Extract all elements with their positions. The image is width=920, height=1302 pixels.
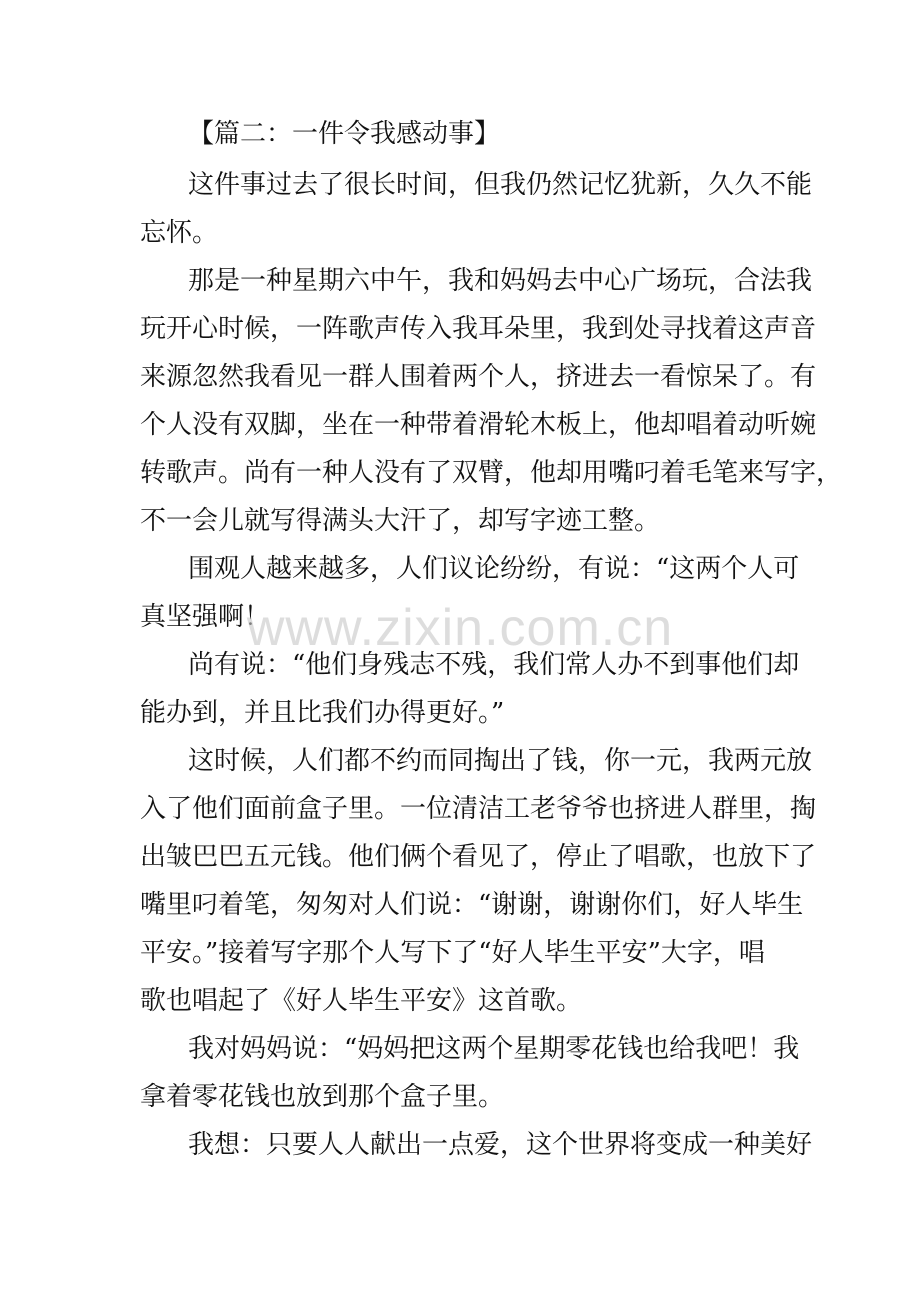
paragraph-line: 出皱巴巴五元钱。他们俩个看见了，停止了唱歌，也放下了 <box>140 842 817 872</box>
paragraph-line: 围观人越来越多，人们议论纷纷，有说：“这两个人可 <box>188 554 800 584</box>
paragraph-line: 平安。”接着写字那个人写下了“好人毕生平安”大字，唱 <box>140 938 765 968</box>
paragraph-line: 这时候，人们都不约而同掏出了钱，你一元，我两元放 <box>188 746 813 776</box>
paragraph-line: 那是一种星期六中午，我和妈妈去中心广场玩，合法我 <box>188 266 813 296</box>
paragraph-line: 我想：只要人人献出一点爱，这个世界将变成一种美好 <box>188 1130 813 1160</box>
paragraph-line: 拿着零花钱也放到那个盒子里。 <box>140 1082 505 1112</box>
paragraph-line: 尚有说：“他们身残志不残，我们常人办不到事他们却 <box>188 650 800 680</box>
paragraph-line: 真坚强啊！ <box>140 602 271 632</box>
paragraph-line: 我对妈妈说：“妈妈把这两个星期零花钱也给我吧！我 <box>188 1034 800 1064</box>
paragraph-line: 歌也唱起了《好人毕生平安》这首歌。 <box>140 986 583 1016</box>
paragraph-line: 玩开心时候，一阵歌声传入我耳朵里，我到处寻找着这声音 <box>140 314 817 344</box>
paragraph-line: 来源忽然我看见一群人围着两个人，挤进去一看惊呆了。有 <box>140 362 817 392</box>
paragraph-line: 嘴里叼着笔，匆匆对人们说：“谢谢，谢谢你们，好人毕生 <box>140 890 804 920</box>
paragraph-line: 这件事过去了很长时间，但我仍然记忆犹新，久久不能 <box>188 170 813 200</box>
paragraph-line: 入了他们面前盒子里。一位清洁工老爷爷也挤进人群里，掏 <box>140 794 817 824</box>
paragraph-line: 忘怀。 <box>140 218 219 248</box>
paragraph-line: 不一会儿就写得满头大汗了，却写字迹工整。 <box>140 506 661 536</box>
paragraph-line: 转歌声。尚有一种人没有了双臂，他却用嘴叼着毛笔来写字， <box>140 458 843 488</box>
section-heading: 【篇二：一件令我感动事】 <box>188 119 501 149</box>
paragraph-line: 能办到，并且比我们办得更好。” <box>140 698 505 728</box>
watermark: www.zixin.com.cn <box>246 599 674 657</box>
paragraph-line: 个人没有双脚，坐在一种带着滑轮木板上，他却唱着动听婉 <box>140 410 817 440</box>
